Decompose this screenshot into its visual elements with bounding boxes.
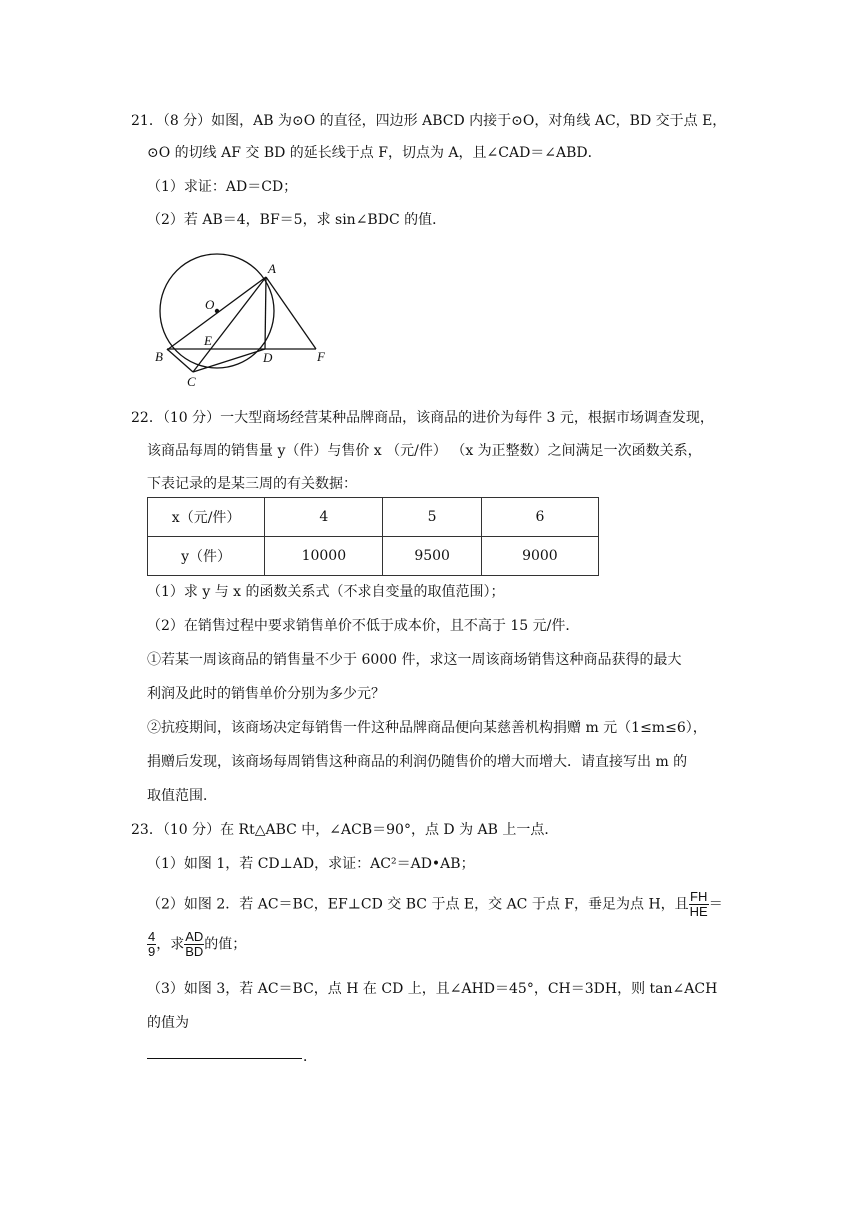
segment-ac	[193, 277, 266, 372]
q23-part3-line1: （3）如图 3，若 AC＝BC，点 H 在 CD 上，且∠AHD＝45°，CH＝3DH，则 tan∠ACH	[147, 981, 718, 997]
table-cell: x（元/件）	[148, 498, 265, 537]
q22-line3: 下表记录的是某三周的有关数据：	[147, 476, 357, 492]
fraction-denominator: 9	[148, 944, 156, 959]
label-o: O	[205, 297, 215, 312]
table-row	[148, 498, 599, 537]
q23-part2-line2	[147, 930, 246, 959]
center-dot	[215, 309, 219, 313]
label-e: E	[204, 333, 212, 348]
table-cell: 9000	[481, 537, 598, 576]
table-cell: 5	[383, 498, 481, 537]
fraction-denominator: BD	[185, 944, 204, 959]
q22-part2: （2）在销售过程中要求销售单价不低于成本价，且不高于 15 元/件．	[147, 618, 580, 634]
fraction-denominator: HE	[689, 904, 708, 919]
q22-part1: （1）求 y 与 x 的函数关系式（不求自变量的取值范围）；	[147, 584, 505, 600]
fraction-numerator: AD	[185, 929, 204, 944]
q22-sub2-line1: ②抗疫期间，该商场决定每销售一件这种品牌商品便向某慈善机构捐赠 m 元（1≤m≤6），	[147, 720, 707, 736]
answer-blank-period: ．	[303, 1049, 317, 1065]
table-row	[148, 537, 599, 576]
label-a: A	[268, 261, 276, 276]
table-cell: 4	[265, 498, 383, 537]
q23-line1: 23．（10 分）在 Rt△ABC 中，∠ACB＝90°，点 D 为 AB 上一点．	[131, 822, 559, 838]
q21-line1: 21．（8 分）如图，AB 为⊙O 的直径，四边形 ABCD 内接于⊙O，对角线 AC，BD 交于点 E，	[131, 113, 727, 129]
label-f: F	[317, 349, 325, 364]
ask-end-text: 的值；	[204, 936, 247, 953]
label-c: C	[187, 374, 196, 389]
ask-text: ，求	[156, 936, 185, 953]
q22-line2: 该商品每周的销售量 y（件）与售价 x （元/件） （x 为正整数）之间满足一次函数关系，	[147, 443, 702, 459]
q21-part1: （1）求证：AD＝CD；	[147, 179, 298, 195]
q21-line2: ⊙O 的切线 AF 交 BD 的延长线于点 F，切点为 A，且∠CAD＝∠ABD．	[147, 145, 602, 161]
q21-geometry-figure	[145, 245, 345, 390]
segment-ad	[265, 277, 266, 349]
fraction-numerator: FH	[690, 889, 708, 904]
label-b: B	[155, 349, 163, 364]
q22-sub1-line1: ①若某一周该商品的销售量不少于 6000 件，求这一周该商场销售这种商品获得的最大	[147, 652, 682, 668]
q23-part2-text: （2）如图 2．若 AC＝BC，EF⊥CD 交 BC 于点 E，交 AC 于点 F，垂足为点 H，且	[147, 896, 689, 913]
segment-ab	[167, 277, 266, 350]
table-cell: 10000	[265, 537, 383, 576]
segment-cd	[193, 349, 265, 372]
q23-part1: （1）如图 1，若 CD⊥AD，求证：AC²＝AD•AB；	[147, 856, 475, 872]
table-cell: y（件）	[148, 537, 265, 576]
q21-part2: （2）若 AB＝4，BF＝5，求 sin∠BDC 的值．	[147, 212, 447, 228]
table-cell: 9500	[383, 537, 481, 576]
q22-sub2-line2: 捐赠后发现，该商场每周销售这种商品的利润仍随售价的增大而增大．请直接写出 m 的	[147, 754, 688, 770]
equals-sign: ＝	[708, 896, 723, 913]
q23-part2-line1	[147, 890, 723, 919]
q23-part3-line2: 的值为	[147, 1015, 189, 1031]
table-cell: 6	[481, 498, 598, 537]
label-d: D	[263, 350, 273, 365]
fraction-fh-he	[689, 890, 709, 919]
price-sales-table	[147, 497, 599, 576]
q22-line1: 22．（10 分）一大型商场经营某种品牌商品，该商品的进价为每件 3 元，根据市场调查发现，	[131, 410, 714, 426]
fraction-4-9	[147, 930, 156, 959]
fraction-ad-bd	[184, 930, 204, 959]
q22-sub2-line3: 取值范围．	[147, 788, 217, 804]
q22-sub1-line2: 利润及此时的销售单价分别为多少元？	[147, 686, 385, 702]
fraction-numerator: 4	[148, 929, 156, 944]
answer-blank[interactable]	[147, 1058, 302, 1059]
